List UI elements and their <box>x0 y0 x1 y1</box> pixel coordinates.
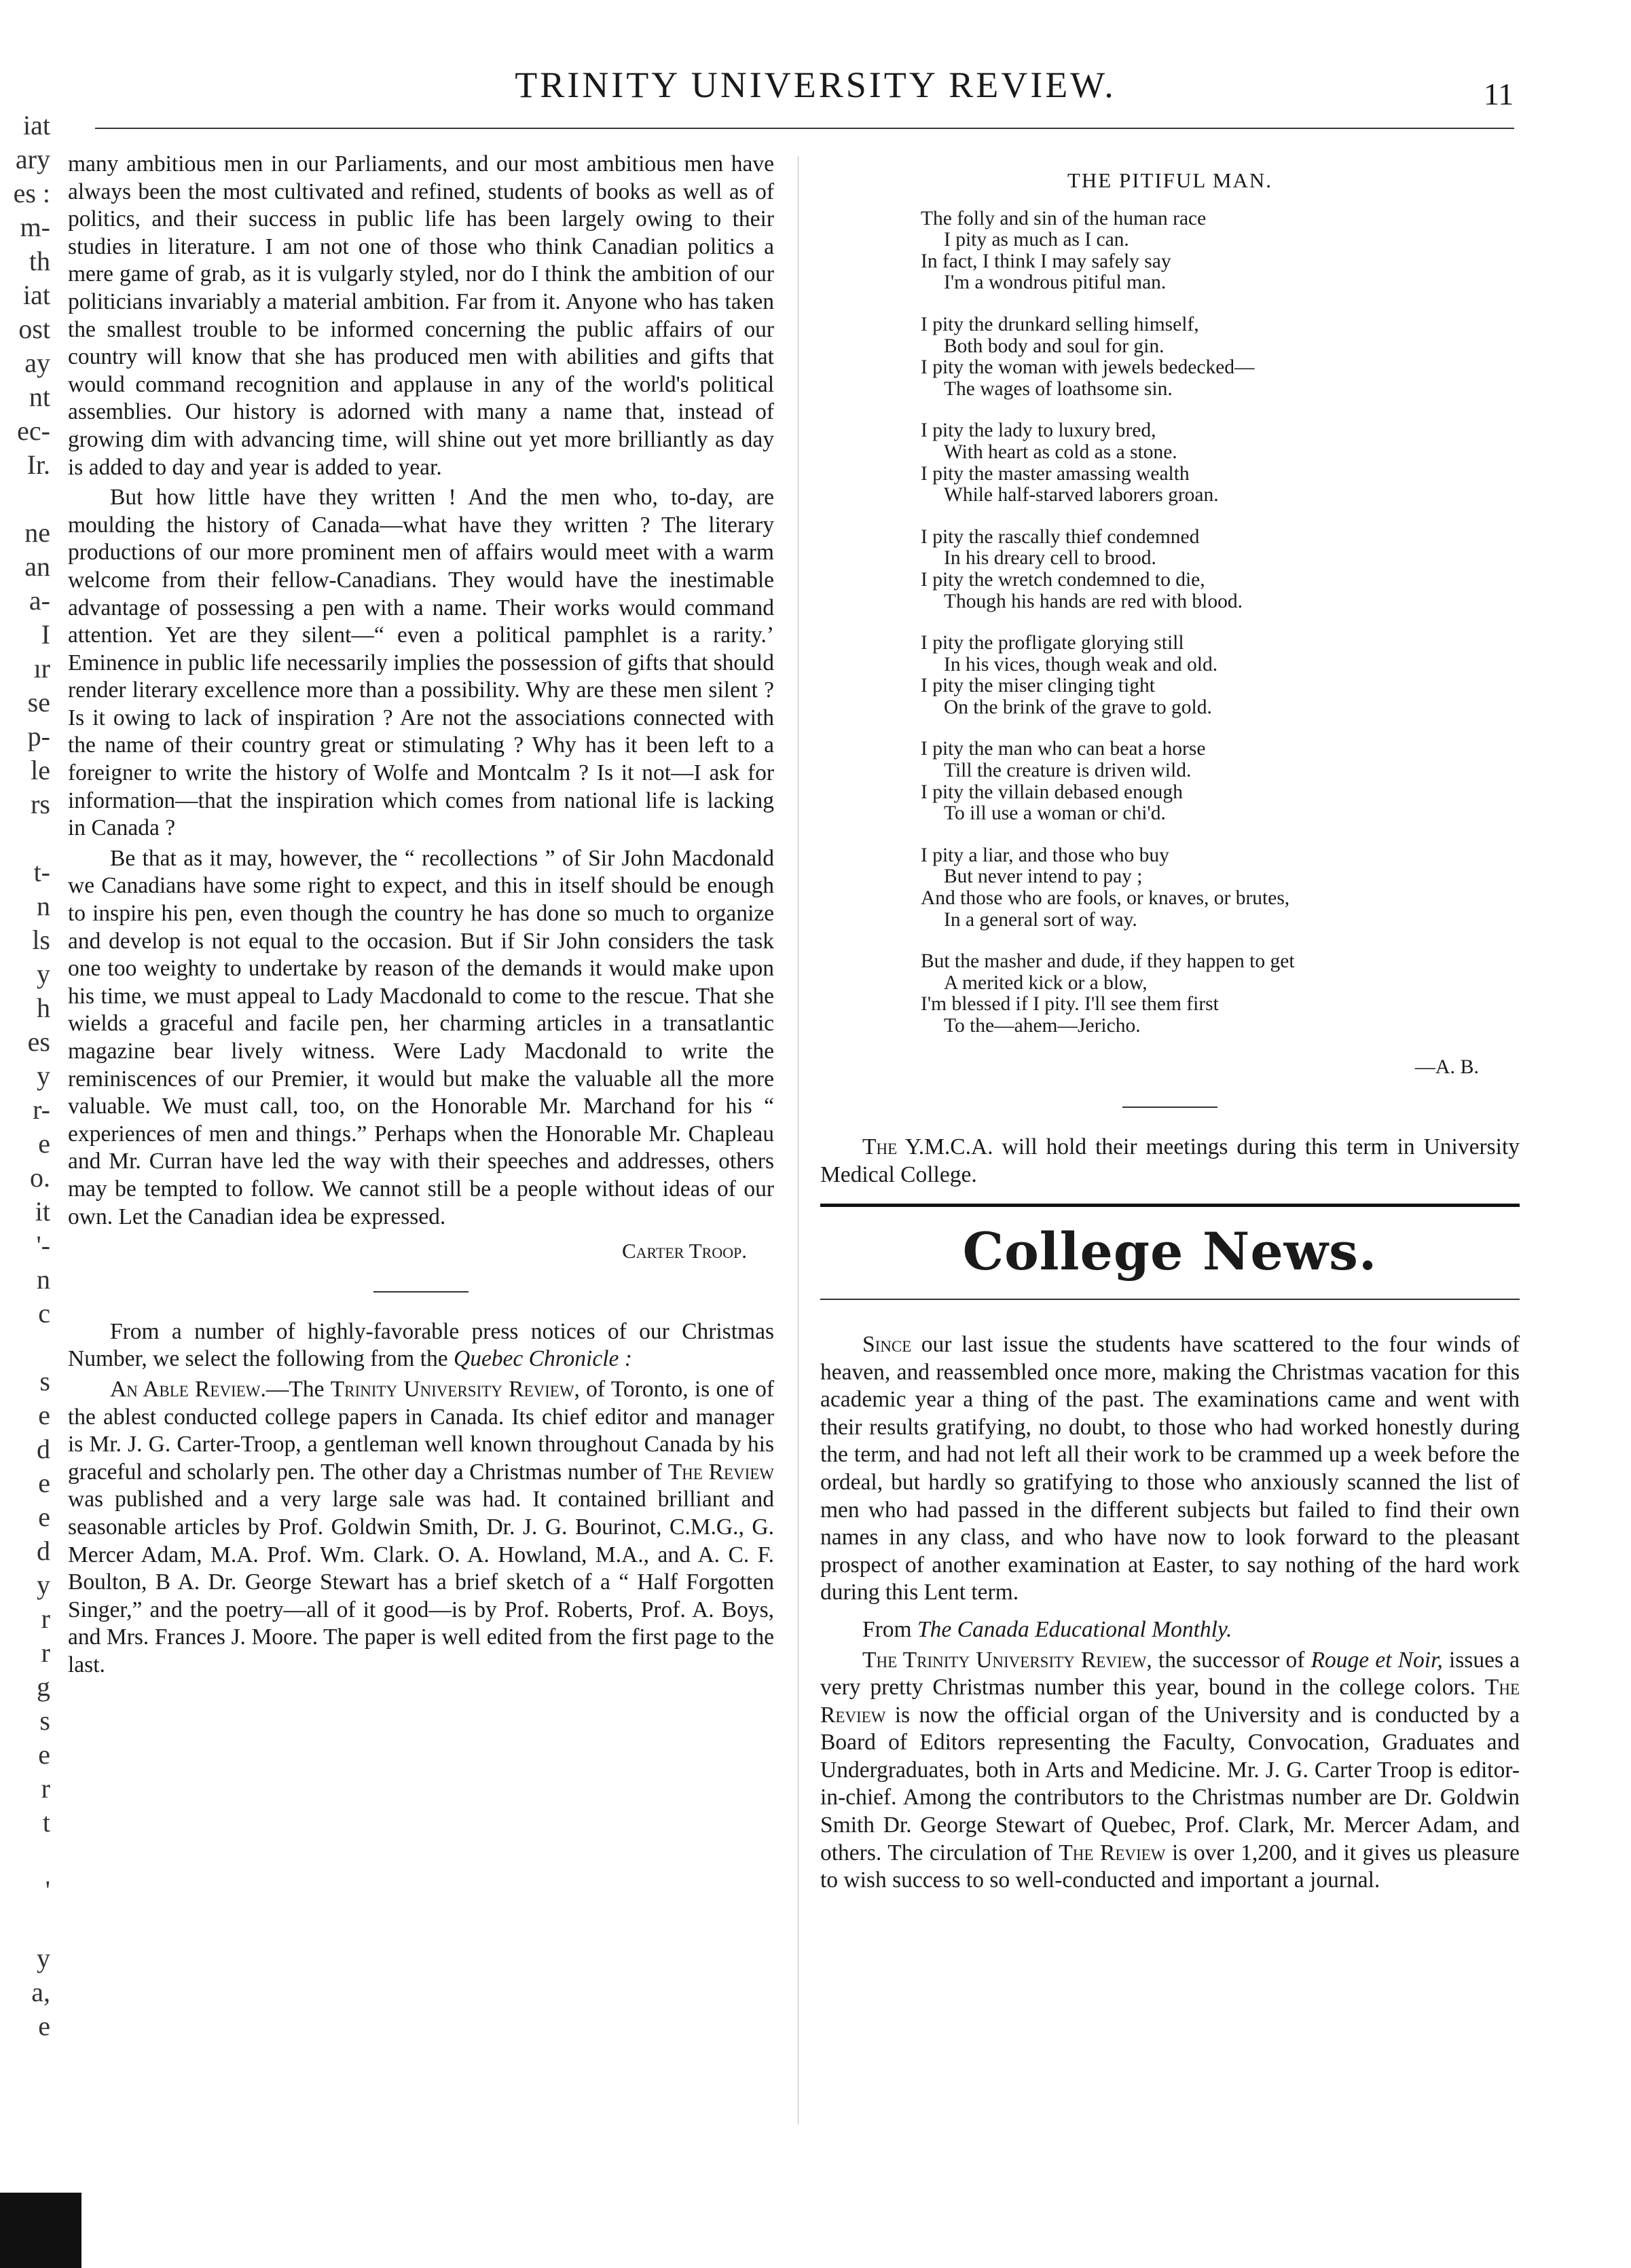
edge-fragment: es : <box>13 178 50 208</box>
edge-fragment: n <box>37 1264 50 1295</box>
poem-stanza <box>921 739 1520 824</box>
poem-line: In a general sort of way. <box>944 908 1137 931</box>
article-paragraph-1: many ambitious men in our Parliaments, and our most ambitious men have always been the most cultivated and refined, students of books as well as of politics, and their success in public life has been largely owing to their studies in literature. I am not one of those who think Canadian politics a mere game of grab, as it is vulgarly styled, nor do I think the ambition of our politicians invariably a material ambition. Far from it. Anyone who has taken the smallest trouble to be informed concerning the public affairs of our country will know that she has produced men with abilities and gifts that would command recognition and applause in any of the world's political assemblies. Our history is adorned with many a name that, instead of growing dim with advancing time, will shine out yet more brilliantly as day is added to day and year is added to year. <box>68 151 774 480</box>
edge-fragment: le <box>31 755 50 785</box>
edge-fragment: e <box>38 1502 50 1532</box>
poem-line: And those who are fools, or knaves, or brutes, <box>921 887 1290 910</box>
header-rule <box>95 128 1514 129</box>
ymca-lead: The <box>862 1134 898 1160</box>
poem-line: I pity the lady to luxury bred, <box>921 420 1156 442</box>
edge-fragment: rs <box>31 789 50 819</box>
edge-fragment: e <box>38 1739 50 1770</box>
left-edge-fragments <box>0 109 54 2240</box>
edge-fragment: t <box>42 1807 50 1838</box>
college-news-paragraph <box>820 1331 1520 1607</box>
poem-stanza <box>921 208 1520 294</box>
edge-fragment: ec- <box>17 415 50 446</box>
edge-fragment: ır <box>33 653 50 684</box>
edge-fragment: ne <box>24 517 50 548</box>
poem-line: To the—ahem—Jericho. <box>944 1015 1141 1037</box>
poem-line: I pity the drunkard selling himself, <box>921 313 1199 335</box>
poem-line: A merited kick or a blow, <box>944 971 1148 994</box>
edge-fragment: s <box>39 1366 50 1396</box>
edge-fragment: y <box>37 1060 50 1091</box>
edge-fragment: y <box>37 1569 50 1600</box>
page-number: 11 <box>1484 77 1514 111</box>
college-news-lead: Since <box>862 1331 912 1357</box>
edge-fragment: y <box>37 1943 50 1973</box>
poem-line: The folly and sin of the human race <box>921 207 1207 229</box>
poem-line: I'm a wondrous pitiful man. <box>944 272 1167 294</box>
monthly-rouge-et-noir: Rouge et Noir, <box>1311 1647 1443 1673</box>
poem-line: Both body and soul for gin. <box>944 335 1165 357</box>
section-heading-college-news: College News. <box>962 1221 1378 1282</box>
monthly-review-1: The Review <box>820 1675 1520 1728</box>
edge-fragment: c <box>38 1298 50 1328</box>
press-notice-text-c: was published and a very large sale was had. It contained brilliant and seasonable articles by Prof. Goldwin Smith, Dr. J. G. Bourinot, C.M.G., G. Mercer Adam, M.A. Prof. Wm. Clark. O. A. Howland, M.A., and A. C. F. Boulton, B A. Dr. George Stewart has a brief sketch of a “ Half Forgotten Singer,” and the poetry—all of it good—is by Prof. Roberts, Prof. A. Boys, and Mrs. Frances J. Moore. The paper is well edited from the first page to the last. <box>68 1487 774 1677</box>
poem-line: In his dreary cell to brood. <box>944 547 1156 570</box>
from-label: From <box>862 1616 917 1642</box>
poem-line: I pity the wretch condemned to die, <box>921 568 1205 591</box>
edge-fragment: nt <box>29 382 50 412</box>
monthly-source <box>820 1616 1520 1644</box>
poem-line: Till the creature is driven wild. <box>944 760 1192 782</box>
edge-fragment: g <box>37 1671 50 1702</box>
edge-fragment: t- <box>33 857 50 887</box>
edge-fragment: s <box>39 1705 50 1736</box>
edge-fragment <box>0 1840 54 1874</box>
poem-stanza <box>921 527 1520 612</box>
press-notice-paper-name: Trinity University Review, <box>330 1376 580 1402</box>
poem-line: In his vices, though weak and old. <box>944 653 1218 675</box>
poem-line: I pity a liar, and those who buy <box>921 844 1169 866</box>
poem-line: While half-starved laborers groan. <box>944 484 1219 506</box>
poem-line: I'm blessed if I pity. I'll see them first <box>921 993 1219 1016</box>
edge-fragment: iat <box>23 110 50 141</box>
edge-fragment: I <box>41 619 50 650</box>
edge-fragment: r- <box>33 1094 50 1125</box>
edge-fragment: '- <box>36 1230 50 1261</box>
press-notice-text-a: —The <box>265 1376 331 1402</box>
edge-fragment: y <box>37 959 50 989</box>
poem-line: I pity the master amassing wealth <box>921 462 1190 485</box>
poem-stanza <box>921 633 1520 718</box>
edge-fragment: d <box>37 1434 50 1464</box>
poem-line: But never intend to pay ; <box>944 866 1143 888</box>
edge-fragment: ary <box>15 144 50 174</box>
edge-fragment: iat <box>23 280 50 310</box>
poem-line: With heart as cold as a stone. <box>944 441 1177 463</box>
edge-fragment: an <box>24 551 50 582</box>
poem-divider <box>1122 1107 1217 1108</box>
heading-rule-top <box>820 1204 1520 1207</box>
edge-fragment: e <box>38 1468 50 1498</box>
ymca-text: Y.M.C.A. will hold their meetings during this term in University Medical College. <box>820 1134 1520 1187</box>
scan-edge-shadow <box>0 2193 81 2268</box>
edge-fragment: o. <box>30 1162 50 1193</box>
poem-author: —A. B. <box>1414 1055 1479 1078</box>
edge-fragment: ' <box>45 1875 50 1906</box>
monthly-text-d: is over 1,200, and it gives us pleasure to wish success to so well-conducted and important a journal. <box>820 1840 1520 1893</box>
poem-line: Though his hands are red with blood. <box>944 590 1243 612</box>
ymca-notice <box>820 1134 1520 1189</box>
edge-fragment: r <box>41 1637 50 1668</box>
monthly-review-2: The Review <box>1059 1840 1166 1865</box>
poem-line: In fact, I think I may safely say <box>921 250 1171 272</box>
edge-fragment: ay <box>24 348 50 378</box>
college-news-text: our last issue the students have scattered to the four winds of heaven, and reassembled once more, making the Christmas vacation for this academic year a thing of the past. The examinations came and went with their results gratifying, no doubt, to those who had worked honestly during the term, and had not left all their work to be crammed up a week before the ordeal, but hardly so gratifying to those who anxiously scanned the list of men who had passed in the different subjects but failed to find their own names in any class, and who have now to look forward to the pleasant prospect of another examination at Easter, to say nothing of the hard work during this Lent term. <box>820 1331 1520 1605</box>
poem-body <box>921 208 1520 1037</box>
edge-fragment: a, <box>31 1977 50 2007</box>
edge-fragment: ls <box>32 925 50 955</box>
edge-fragment: th <box>29 246 50 276</box>
edge-fragment: ost <box>18 314 50 344</box>
edge-fragment: Ir. <box>26 449 50 480</box>
monthly-paper-name: The Trinity University Review, <box>862 1647 1152 1673</box>
edge-fragment <box>0 482 54 516</box>
poem-line: To ill use a woman or chi'd. <box>944 802 1166 825</box>
edge-fragment: se <box>27 687 50 718</box>
section-divider <box>373 1291 469 1293</box>
running-header-title: TRINITY UNIVERSITY REVIEW. <box>515 64 1116 105</box>
monthly-quote <box>820 1647 1520 1895</box>
poem-line: I pity the villain debased enough <box>921 781 1183 803</box>
heading-rule-bottom <box>820 1299 1520 1300</box>
article-paragraph-2: But how little have they written ! And the men who, to-day, are moulding the history of Canada—what have they written ? The literary productions of our more prominent men of affairs would meet with a warm welcome from their fellow-Canadians. They would have the inestimable advantage of possessing a pen with a name. Their works would command attention. Yet are they silent—“ even a political pamphlet is a rarity.’ Eminence in public life necessarily implies the possession of gifts that should render literary excellence more than a possibility. Why are these men silent ? Is it owing to lack of inspiration ? Are not the associations connected with the name of their country great or stimulating ? Why has it been left to a foreigner to write the history of Wolfe and Montcalm ? Is it not—I ask for information—that the inspiration which comes from national life is lacking in Canada ? <box>68 485 774 841</box>
poem-line: I pity the woman with jewels bedecked— <box>921 356 1255 379</box>
edge-fragment: a- <box>29 585 50 616</box>
article-paragraph-3: Be that as it may, however, the “ recollections ” of Sir John Macdonald we Canadians have some right to expect, and this in itself should be enough to inspire his pen, even though the country he has done so much to organize and develop is not equal to the occasion. But if Sir John considers the task one too weighty to undertake by reason of the demands it would make upon his time, we must appeal to Lady Macdonald to come to the rescue. That she wields a graceful and facile pen, her charming articles in a transatlantic magazine bear lively witness. Were Lady Macdonald to write the reminiscences of our Premier, it would but make the valuable all the more valuable. We must call, too, on the Honorable Mr. Marchand for his “ experiences of men and things.” Perhaps when the Honorable Mr. Chapleau and Mr. Curran have led the way with their speeches and addresses, others may be tempted to follow. We cannot still be a people without ideas of our own. Let the Canadian idea be expressed. <box>68 845 774 1229</box>
edge-fragment <box>0 821 54 855</box>
poem-line: I pity the miser clinging tight <box>921 675 1155 697</box>
left-column <box>68 151 774 1681</box>
edge-fragment: it <box>35 1196 50 1227</box>
poem-stanza <box>921 845 1520 931</box>
edge-fragment: e <box>38 1128 50 1159</box>
poem-line: I pity the profligate glorying still <box>921 632 1184 654</box>
press-notice-text-b: of Toronto, is one of the ablest conducted college papers in Canada. Its chief editor and manager is Mr. J. G. Carter-Troop, a gentleman well known throughout Canada by his graceful and scholarly pen. The other day a Christmas number of <box>68 1376 774 1485</box>
press-intro <box>68 1318 774 1373</box>
monthly-text-a: the successor of <box>1152 1647 1311 1673</box>
column-separator <box>798 156 799 2125</box>
poem-stanza <box>921 951 1520 1037</box>
edge-fragment: n <box>37 891 50 921</box>
edge-fragment: d <box>37 1536 50 1566</box>
press-intro-text: From a number of highly-favorable press notices of our Christmas Number, we select the following from the <box>68 1318 774 1372</box>
poem-line: But the masher and dude, if they happen to get <box>921 950 1295 973</box>
poem-line: The wages of loathsome sin. <box>944 377 1173 400</box>
edge-fragment <box>0 1331 54 1364</box>
poem-line: I pity the man who can beat a horse <box>921 738 1206 760</box>
from-source: The Canada Educational Monthly. <box>917 1616 1232 1642</box>
edge-fragment: es <box>27 1026 50 1057</box>
edge-fragment: m- <box>20 212 50 242</box>
poem-stanza <box>921 314 1520 400</box>
press-notice <box>68 1376 774 1679</box>
monthly-text-b: issues a very pretty Christmas number this year, bound in the college colors. <box>820 1647 1520 1700</box>
press-notice-review: The Review <box>667 1459 774 1485</box>
poem-line: I pity as much as I can. <box>944 229 1129 251</box>
edge-fragment <box>0 1908 54 1941</box>
poem-stanza <box>921 420 1520 506</box>
edge-fragment: h <box>37 992 50 1023</box>
monthly-text-c: is now the official organ of the University and is conducted by a Board of Editors representing the Faculty, Convocation, Graduates and Undergraduates, both in Arts and Medicine. Mr. J. G. Carter Troop is editor-in-chief. Among the contributors to the Christmas number are Dr. Goldwin Smith Dr. George Stewart of Quebec, Prof. Clark, Mr. Mercer Adam, and others. The circulation of <box>820 1702 1520 1865</box>
right-column <box>820 167 1520 1897</box>
poem-line: I pity the rascally thief condemned <box>921 525 1200 548</box>
poem-title: THE PITIFUL MAN. <box>1067 168 1273 192</box>
edge-fragment: e <box>38 2011 50 2041</box>
press-intro-source: Quebec Chronicle : <box>454 1346 632 1372</box>
article-signature: Carter Troop. <box>621 1239 747 1263</box>
edge-fragment: r <box>41 1773 50 1804</box>
edge-fragment: e <box>38 1400 50 1430</box>
poem-line: On the brink of the grave to gold. <box>944 696 1212 718</box>
press-notice-heading: An Able Review. <box>110 1376 266 1402</box>
edge-fragment: r <box>41 1603 50 1634</box>
edge-fragment: p- <box>27 721 50 751</box>
